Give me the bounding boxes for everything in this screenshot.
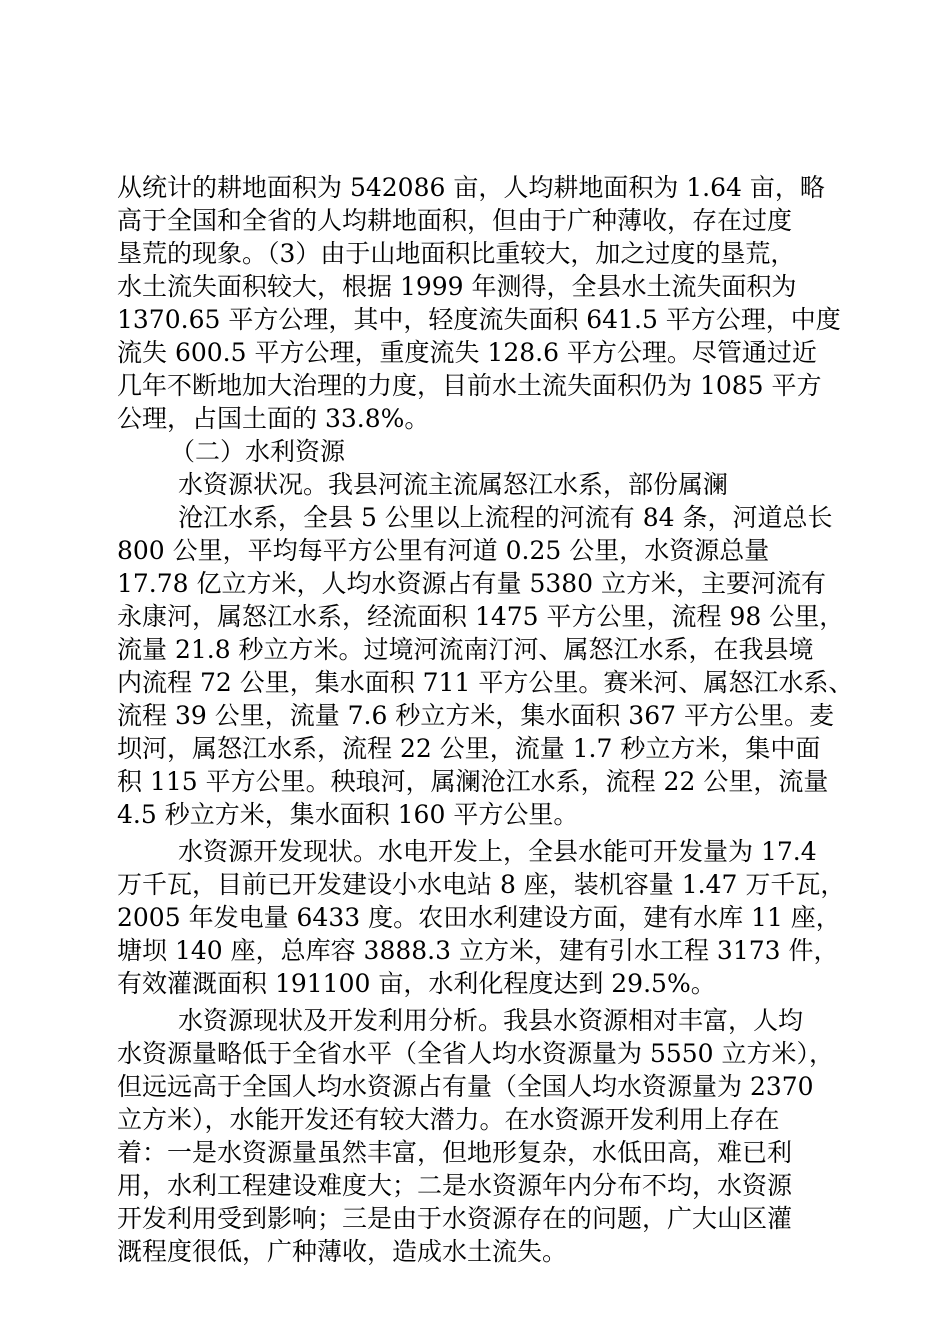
body-text-line: 流失 600.5 平方公理，重度流失 128.6 平方公理。尽管通过近: [117, 338, 817, 367]
body-text-line: 几年不断地加大治理的力度，目前水土流失面积仍为 1085 平方: [117, 371, 822, 400]
body-text-line: 从统计的耕地面积为 542086 亩，人均耕地面积为 1.64 亩，略: [117, 173, 825, 202]
body-text-line: 塘坝 140 座，总库容 3888.3 立方米，建有引水工程 3173 件，: [117, 936, 839, 965]
body-text-line: 用，水利工程建设难度大；二是水资源年内分布不均，水资源: [117, 1171, 793, 1200]
body-text-line: 但远远高于全国人均水资源占有量（全国人均水资源量为 2370: [117, 1072, 814, 1101]
body-text-line: 800 公里，平均每平方公里有河道 0.25 公里，水资源总量: [117, 536, 770, 565]
body-text-line: 开发利用受到影响；三是由于水资源存在的问题，广大山区灌: [117, 1204, 793, 1233]
body-text-line: 积 115 平方公里。秧琅河，属澜沧江水系，流程 22 公里，流量: [117, 767, 829, 796]
body-text-line: 万千瓦，目前已开发建设小水电站 8 座，装机容量 1.47 万千瓦，: [117, 870, 846, 899]
body-text-line: 垦荒的现象。（3）由于山地面积比重较大，加之过度的垦荒，: [117, 239, 796, 268]
section-heading: （二）水利资源: [170, 437, 346, 466]
body-text-line: 1370.65 平方公理，其中，轻度流失面积 641.5 平方公理，中度: [117, 305, 841, 334]
body-text-line: 永康河，属怒江水系，经流面积 1475 平方公里，流程 98 公里，: [117, 602, 845, 631]
body-text-line: 水资源量略低于全省水平（全省人均水资源量为 5550 立方米），: [117, 1039, 835, 1068]
body-text-line: 4.5 秒立方米，集水面积 160 平方公里。: [117, 800, 579, 829]
body-text-line: 17.78 亿立方米，人均水资源占有量 5380 立方米，主要河流有: [117, 569, 827, 598]
body-text-line: 着：一是水资源量虽然丰富，但地形复杂，水低田高，难已利: [117, 1138, 793, 1167]
body-text-line: 流量 21.8 秒立方米。过境河流南汀河、属怒江水系，在我县境: [117, 635, 814, 664]
body-text-line: 高于全国和全省的人均耕地面积，但由于广种薄收，存在过度: [117, 206, 793, 235]
paragraph-first-line: 水资源开发现状。水电开发上，全县水能可开发量为 17.4: [178, 837, 817, 866]
body-text-line: 内流程 72 公里，集水面积 711 平方公里。赛米河、属怒江水系、: [117, 668, 854, 697]
paragraph-first-line: 沧江水系，全县 5 公里以上流程的河流有 84 条，河道总长: [178, 503, 833, 532]
body-text-line: 水土流失面积较大，根据 1999 年测得，全县水土流失面积为: [117, 272, 797, 301]
body-text-line: 立方米），水能开发还有较大潜力。在水资源开发利用上存在: [117, 1105, 780, 1134]
body-text-line: 溉程度很低，广种薄收，造成水土流失。: [117, 1237, 568, 1266]
paragraph-first-line: 水资源现状及开发利用分析。我县水资源相对丰富，人均: [178, 1006, 804, 1035]
paragraph-first-line: 水资源状况。我县河流主流属怒江水系，部份属澜: [178, 470, 729, 499]
body-text-line: 公理，占国土面的 33.8%。: [117, 404, 430, 433]
body-text-line: 坝河，属怒江水系，流程 22 公里，流量 1.7 秒立方米，集中面: [117, 734, 821, 763]
body-text-line: 流程 39 公里，流量 7.6 秒立方米，集水面积 367 平方公里。麦: [117, 701, 834, 730]
body-text-line: 2005 年发电量 6433 度。农田水利建设方面，建有水库 11 座，: [117, 903, 841, 932]
body-text-line: 有效灌溉面积 191100 亩，水利化程度达到 29.5%。: [117, 969, 716, 998]
